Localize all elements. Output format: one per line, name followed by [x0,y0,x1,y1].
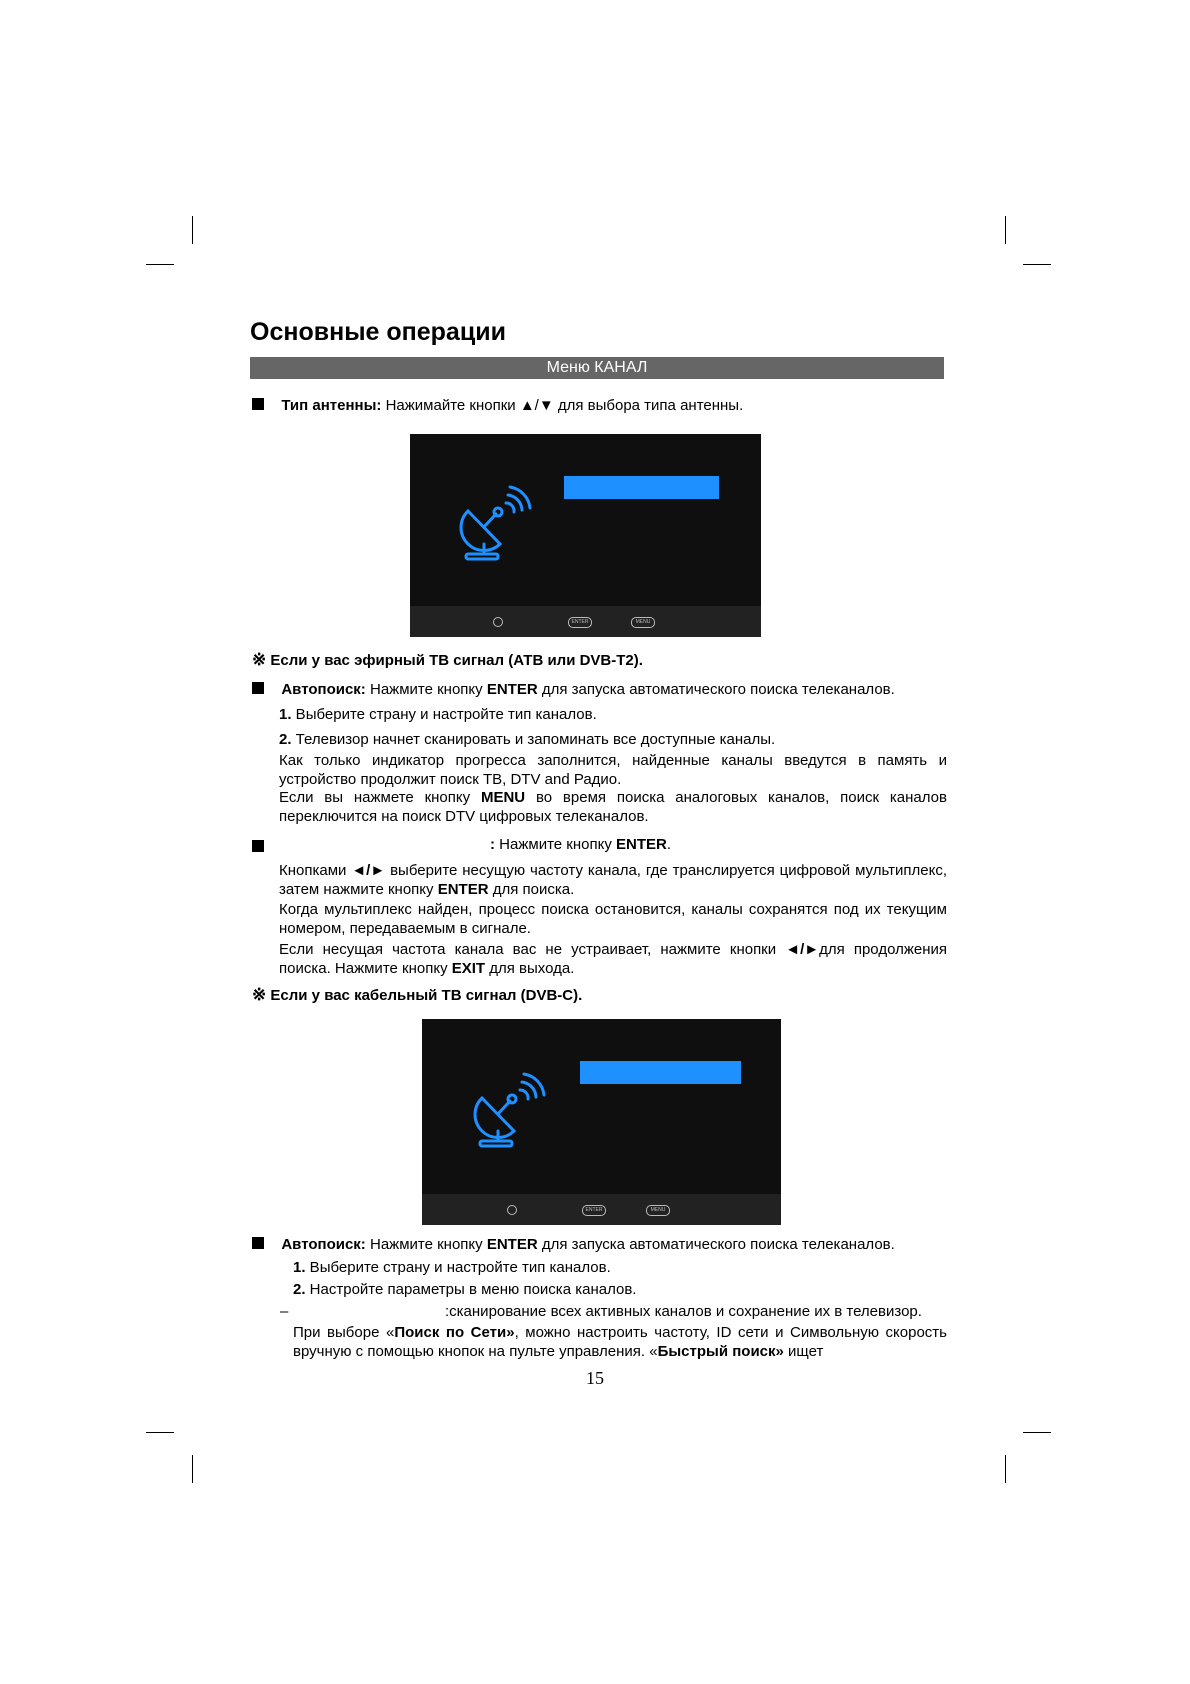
step-number: 2. [279,731,292,748]
step-number: 2. [293,1281,306,1298]
reference-mark: ※ [252,985,267,1004]
antenna-type-text: Нажимайте кнопки ▲/▼ для выбора типа антенны. [381,397,744,414]
exit-paragraph [279,941,947,978]
screen-footer [410,606,761,637]
step-1 [279,705,597,724]
crop-mark [1005,216,1006,244]
step-number: 1. [279,706,292,723]
air-signal-note-text: Если у вас эфирный ТВ сигнал (АТВ или DVB-T2). [270,652,643,669]
crop-mark [1023,1432,1051,1433]
autosearch-label: Автопоиск: [281,1236,366,1253]
paragraph-text: для выхода. [485,959,575,977]
bullet-icon [252,398,264,410]
manual-search-label: : [490,836,495,853]
crop-mark [146,1432,174,1433]
page-number: 15 [586,1368,604,1388]
crop-mark [192,216,193,244]
autosearch-text: для запуска автоматического поиска телеканалов. [537,1236,895,1253]
tv-screen-antenna [410,434,761,637]
autosearch-line [252,1235,895,1254]
fast-search-keyword: Быстрый поиск» [657,1342,784,1360]
enter-keyword: ENTER [437,880,489,898]
menu-paragraph [279,789,947,826]
cable-signal-note-text: Если у вас кабельный ТВ сигнал (DVB-C). [270,987,583,1004]
arrow-keys: ◄/► [785,941,820,958]
autosearch-text: Нажмите кнопку [365,681,487,698]
satellite-dish-icon [470,1071,550,1151]
crop-mark [192,1455,193,1483]
satellite-dish-icon [456,484,536,564]
bullet-icon [252,682,264,694]
paragraph-text: Если вы нажмете кнопку [279,789,481,806]
enter-key-icon: ENTER [582,1205,606,1216]
autosearch-text: Нажмите кнопку [365,1236,487,1253]
page-title: Основные операции [250,318,506,346]
paragraph-text: для продолжения поиска. Нажмите кнопку [279,941,947,977]
scan-dash: – [280,1303,289,1320]
paragraph-text: При выборе « [293,1324,395,1341]
bullet-icon [252,840,264,852]
autosearch-label: Автопоиск: [281,681,366,698]
tv-screen-cable [422,1019,781,1225]
autosearch-line [252,680,895,699]
progress-paragraph: Как только индикатор прогресса заполнится, найденные каналы введутся в память и устройство продолжит поиск ТВ, DTV and Радио. [279,752,947,788]
menu-keyword: MENU [480,789,526,806]
enter-keyword: ENTER [616,836,667,853]
paragraph-text: выберите несущую частоту канала, где транслируется цифровой мультиплекс, затем нажмите кнопку [279,862,947,898]
menu-highlight [580,1061,741,1084]
paragraph-text: Кнопками [279,862,352,879]
multiplex-paragraph: Когда мультиплекс найден, процесс поиска остановится, каналы сохранятся под их текущим номером, передаваемым в сигнале. [279,901,947,937]
menu-highlight [564,476,719,499]
step-text: Настройте параметры в меню поиска каналов. [305,1281,637,1298]
paragraph-text: для поиска. [488,880,575,898]
enter-keyword: ENTER [486,1236,538,1253]
paragraph-text: ищет [783,1342,824,1360]
arrows-paragraph [279,862,947,899]
step-text: Выберите страну и настройте тип каналов. [305,1259,611,1276]
antenna-type-label: Тип антенны: [281,397,382,414]
power-icon [507,1205,517,1215]
antenna-type-line [252,396,743,415]
menu-key-icon: MENU [646,1205,670,1216]
autosearch-text: для запуска автоматического поиска телеканалов. [537,681,895,698]
step-2 [279,730,775,749]
crop-mark [1023,264,1051,265]
air-signal-note [252,650,643,670]
arrow-keys: ◄/► [351,862,386,879]
exit-keyword: EXIT [451,959,486,977]
paragraph-text: Если несущая частота канала вас не устраивает, нажмите кнопки [279,941,786,958]
step-number: 1. [293,1259,306,1276]
bullet-icon [252,838,264,857]
crop-mark [146,264,174,265]
step-text: Выберите страну и настройте тип каналов. [291,706,597,723]
reference-mark: ※ [252,650,267,669]
manual-search-text: Нажмите кнопку [495,836,616,853]
network-search-paragraph [293,1324,947,1361]
step-text: Телевизор начнет сканировать и запоминать все доступные каналы. [291,731,776,748]
section-bar: Меню КАНАЛ [250,357,944,379]
crop-mark [1005,1455,1006,1483]
bullet-icon [252,1237,264,1249]
menu-key-icon: MENU [631,617,655,628]
cable-signal-note [252,985,582,1005]
power-icon [493,617,503,627]
manual-search-line [490,835,671,854]
scan-line: :сканирование всех активных каналов и сохранение их в телевизор. [445,1303,922,1320]
screen-footer [422,1194,781,1225]
step-2 [293,1280,636,1299]
enter-keyword: ENTER [486,681,538,698]
enter-key-icon: ENTER [568,617,592,628]
network-search-keyword: Поиск по Сети» [394,1324,515,1341]
paragraph-text: , можно настроить частоту, ID сети и Символьную скорость вручную с помощью кнопок на пульте управления. « [293,1324,947,1360]
manual-search-text: . [666,836,672,853]
paragraph-text: во время поиска аналоговых каналов, поиск каналов переключится на поиск DTV цифровых телеканалов. [279,789,947,825]
step-1 [293,1258,611,1277]
